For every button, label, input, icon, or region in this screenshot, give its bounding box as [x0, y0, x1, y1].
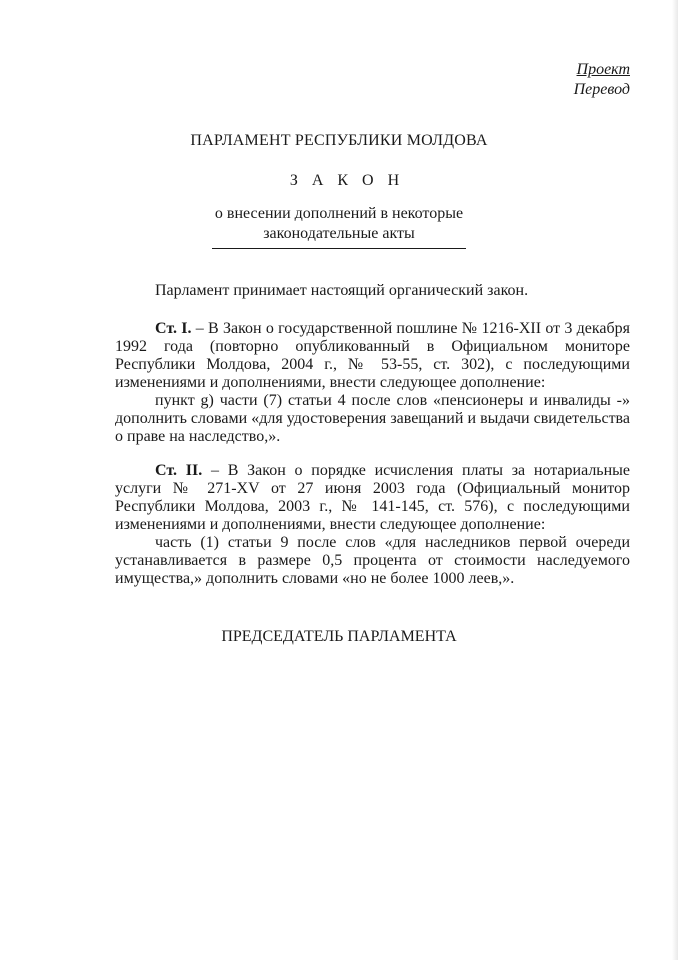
law-subject-line-1: о внесении дополнений в некоторые [214, 205, 464, 222]
preamble: Парламент принимает настоящий органический закон. [155, 282, 529, 299]
law-subject [0, 204, 678, 244]
article-2-amendment: часть (1) статьи 9 после слов «для наследников первой очереди устанавливается в размере 0,5 процента от стоимости наследуемого имущества,» дополнить словами «но не более 1000 леев,». [115, 534, 630, 587]
article-1-text: – В Закон о государственной пошлине № 1216-XII от 3 декабря 1992 года (повторно опубликованный в Официальном мониторе Республики Молдова, 2004 г., № 53-55, ст. 302), с последующими изменениями и дополнениями, внести следующее дополнение: [115, 320, 630, 391]
signature-title: ПРЕДСЕДАТЕЛЬ ПАРЛАМЕНТА [221, 628, 457, 645]
article-1-amendment: пункт g) части (7) статьи 4 после слов «пенсионеры и инвалиды -» дополнить словами «для удостоверения завещаний и выдачи свидетельства о праве на наследство,». [115, 392, 630, 445]
article-1-body [115, 320, 630, 392]
article-2-label: Ст. II. [155, 462, 203, 479]
document-type: З А К О Н [289, 172, 405, 189]
article-2-body [115, 462, 630, 534]
translation-label: Перевод [573, 81, 630, 98]
law-subject-line-2: законодательные акты [263, 225, 415, 242]
article-2 [115, 462, 630, 588]
subject-underline [212, 248, 466, 249]
article-2-text: – В Закон о порядке исчисления платы за нотариальные услуги № 271-XV от 27 июня 2003 года (Официальный монитор Республики Молдова, 2003 г., № 141-145, ст. 576), с последующими изменениями и дополнениями, внести следующее дополнение: [115, 462, 631, 533]
article-1 [115, 320, 630, 446]
article-1-label: Ст. I. [155, 320, 192, 337]
draft-label: Проект [576, 61, 630, 78]
document-status [574, 60, 630, 100]
issuing-body: ПАРЛАМЕНТ РЕСПУБЛИКИ МОЛДОВА [190, 132, 488, 149]
